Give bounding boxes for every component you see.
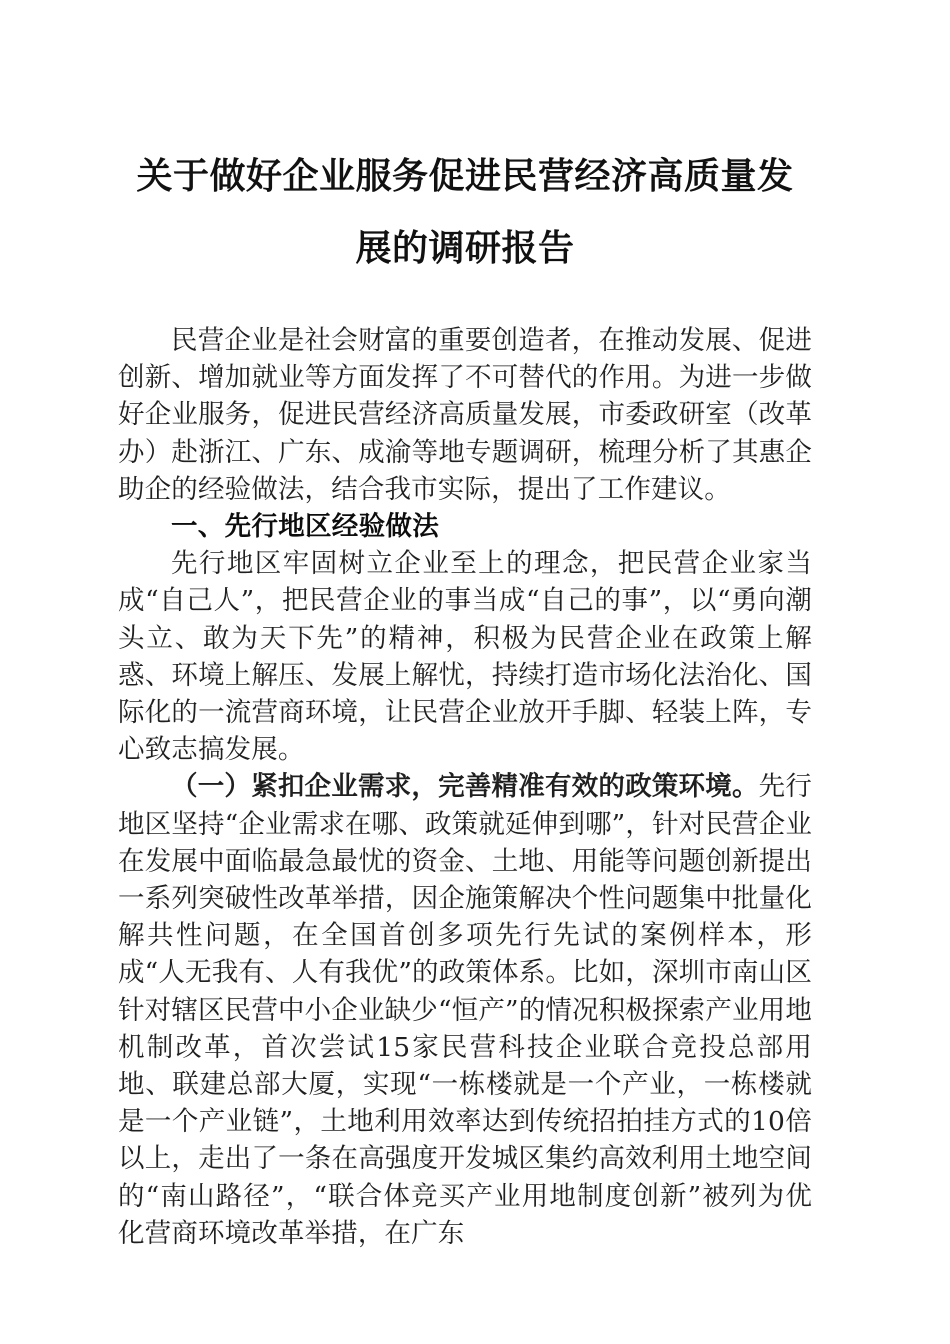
page-title-line-1: 关于做好企业服务促进民营经济高质量发 <box>136 156 794 196</box>
page-title-line-2: 展的调研报告 <box>355 228 575 268</box>
intro-paragraph: 民营企业是社会财富的重要创造者，在推动发展、促进创新、增加就业等方面发挥了不可替代的作用。为进一步做好企业服务，促进民营经济高质量发展，市委政研室（改革办）赴浙江、广东、成渝等地专题调研，梳理分析了其惠企助企的经验做法，结合我市实际，提出了工作建议。 <box>118 325 812 505</box>
section-1-body-paragraph: 先行地区牢固树立企业至上的理念，把民营企业家当成“自己人”，把民营企业的事当成“自己的事”，以“勇向潮头立、敢为天下先”的精神，积极为民营企业在政策上解惑、环境上解压、发展上解忧，持续打造市场化法治化、国际化的一流营商环境，让民营企业放开手脚、轻装上阵，专心致志搞发展。 <box>118 548 813 766</box>
page-title <box>118 0 812 284</box>
subsection-1-1-paragraph <box>118 768 812 1252</box>
document-body <box>118 0 812 1252</box>
subsection-heading-1-1: （一）紧扣企业需求，完善精准有效的政策环境。 <box>171 771 759 803</box>
subsection-1-1-text: 先行地区坚持“企业需求在哪、政策就延伸到哪”，针对民营企业在发展中面临最急最忧的资金、土地、用能等问题创新提出一系列突破性改革举措，因企施策解决个性问题集中批量化解共性问题，在全国首创多项先行先试的案例样本，形成“人无我有、人有我优”的政策体系。比如，深圳市南山区针对辖区民营中小企业缺少“恒产”的情况积极探索产业用地机制改革，首次尝试15家民营科技企业联合竞投总部用地、联建总部大厦，实现“一栋楼就是一个产业，一栋楼就是一个产业链”，土地利用效率达到传统招拍挂方式的10倍以上，走出了一条在高强度开发城区集约高效利用土地空间的“南山路径”，“联合体竞买产业用地制度创新”被列为优化营商环境改革举措，在广东 <box>118 771 812 1249</box>
section-heading-1: 一、先行地区经验做法 <box>171 511 439 542</box>
